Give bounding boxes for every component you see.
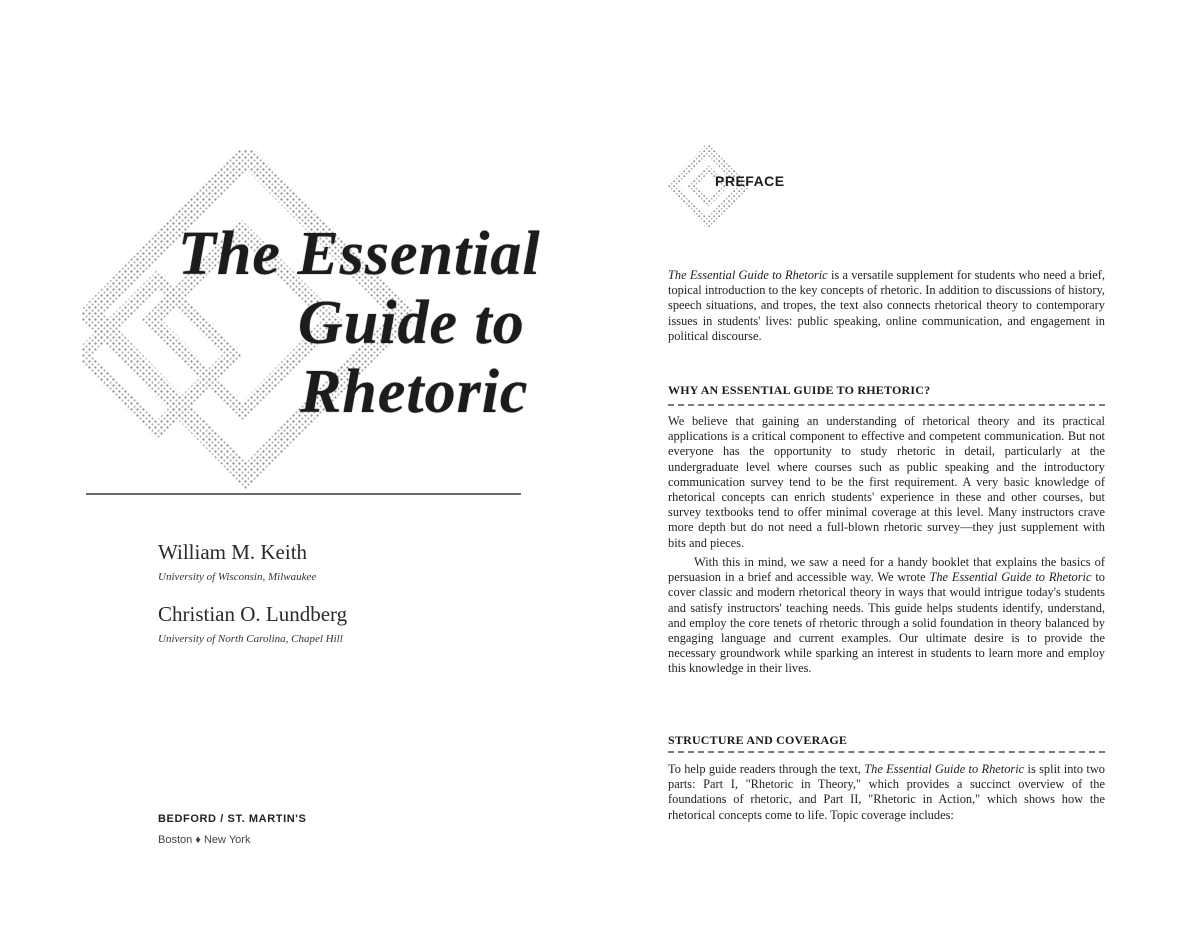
preface-heading: PREFACE: [715, 173, 785, 189]
section-rule: [668, 751, 1105, 753]
section-paragraph: To help guide readers through the text, The Essential Guide to Rhetoric is split into two parts: Part I, "Rhetoric in Theory," which provides a succinct overview of the foundations of rhetoric, and Part II, "Rhetoric in Action," which shows how the rhetorical concepts come to life. Topic coverage includes:: [668, 762, 1105, 822]
publisher-cities: Boston ♦ New York: [158, 834, 251, 846]
author-name: Christian O. Lundberg: [158, 602, 348, 626]
author-name: William M. Keith: [158, 540, 308, 564]
section-heading-why: WHY AN ESSENTIAL GUIDE TO RHETORIC?: [668, 383, 931, 397]
book-title-line-2: Guide to: [298, 289, 525, 357]
book-title-reference: The Essential Guide to Rhetoric: [864, 762, 1025, 776]
book-title-reference: The Essential Guide to Rhetoric: [929, 570, 1092, 585]
section-paragraph: With this in mind, we saw a need for a handy booklet that explains the basics of persuasion in a brief and accessible way. We wrote The Essential Guide to Rhetoric to cover classic and modern rhetorical theory in ways that would intrigue today's students and satisfy instructors' teaching needs. This guide helps students identify, understand, and employ the core tenets of rhetoric through a solid foundation in theory balanced by engaging language and current examples. Our ultimate desire is to provide the necessary groundwork while sparking an interest in students to learn more and employ this knowledge in their lives.: [668, 555, 1105, 676]
section-paragraph: We believe that gaining an understanding of rhetorical theory and its practical applications is a critical component to effective and competent communication. But not everyone has the opportunity to study rhetoric in detail, particularly at the undergraduate level where courses such as public speaking and the introductory communication survey tend to be the first requirement. A very basic knowledge of rhetorical concepts can enrich students' experience in these and other courses, but survey textbooks tend to offer minimal coverage at this level. Many instructors crave more depth but do not need a full-blown rhetoric survey—they just supplement with bits and pieces.: [668, 414, 1105, 550]
book-title-line-3: Rhetoric: [300, 358, 529, 426]
section-heading-structure: STRUCTURE AND COVERAGE: [668, 733, 848, 747]
book-title-line-1: The Essential: [178, 220, 541, 288]
title-underline-rule: [86, 493, 521, 495]
preface-intro-paragraph: The Essential Guide to Rhetoric is a versatile supplement for students who need a brief, topical introduction to the key concepts of rhetoric. In addition to discussions of history, speech situations, and tropes, the text also connects rhetorical theory to contemporary issues in students' lives: public speaking, online communication, and engagement in political discourse.: [668, 268, 1105, 343]
publisher-name: BEDFORD / ST. MARTIN'S: [158, 813, 307, 825]
book-title-reference: The Essential Guide to Rhetoric: [668, 268, 828, 282]
section-rule: [668, 404, 1105, 406]
author-affiliation: University of Wisconsin, Milwaukee: [158, 571, 317, 583]
author-affiliation: University of North Carolina, Chapel Hill: [158, 633, 343, 645]
